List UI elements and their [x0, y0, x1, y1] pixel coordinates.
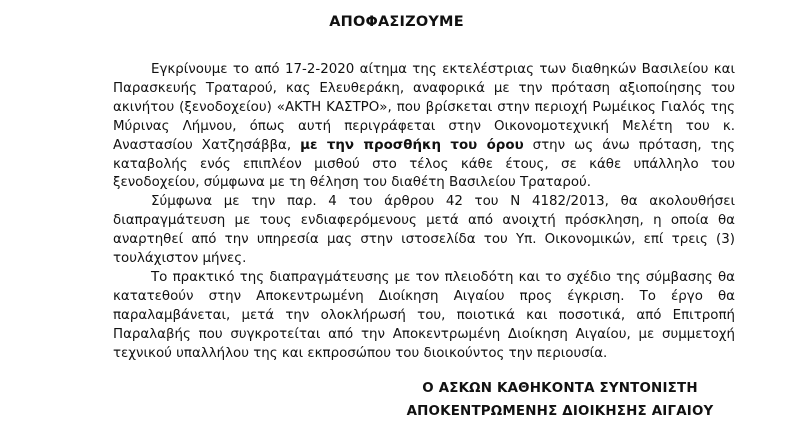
paragraph-minutes: Το πρακτικό της διαπραγμάτευσης με τον πλειοδότη και το σχέδιο της σύμβασης θα κατατεθούν στην Αποκεντρωμένη Διοίκηση Αιγαίου προς έγκριση. Το έργο θα παραλαμβάνεται, μετά την ολοκλήρωσή του, ποιοτικά και ποσοτικά, από Επιτροπή Παραλαβής που συγκροτείται από την Αποκεντρωμένη Διοίκηση Αιγαίου, με συμμετοχή τεχνικού υπαλλήλου της και εκπροσώπου του διοικούντος την περιουσία. — [113, 269, 735, 361]
paragraph-approval — [113, 61, 735, 193]
paragraph-approval-bold-term: με την προσθήκη του όρου — [300, 137, 524, 153]
paragraph-approval-text-2: στην ως άνω πρόταση, της καταβολής ενός επιπλέον μισθού στο τέλος κάθε έτους, σε κάθε υπάλληλο του ξενοδοχείου, σύμφωνα με τη θέληση του διαθέτη Βασιλείου Τραταρού. — [113, 137, 736, 191]
signature-line-1: Ο ΑΣΚΩΝ ΚΑΘΗΚΟΝΤΑ ΣΥΝΤΟΝΙΣΤΗ — [422, 381, 698, 396]
document-title: ΑΠΟΦΑΣΙΖΟΥΜΕ — [329, 14, 464, 30]
document-body — [113, 61, 735, 364]
signature-line-2: ΑΠΟΚΕΝΤΡΩΜΕΝΗΣ ΔΙΟΙΚΗΣΗΣ ΑΙΓΑΙΟΥ — [406, 404, 714, 419]
paragraph-negotiation: Σύμφωνα με την παρ. 4 του άρθρου 42 του Ν 4182/2013, θα ακολουθήσει διαπραγμάτευση με τους ενδιαφερόμενους μετά από ανοιχτή πρόσκληση, η οποία θα αναρτηθεί από την υπηρεσία μας στην ιστοσελίδα του Υπ. Οικονομικών, επί τρεις (3) τουλάχιστον μήνες. — [113, 194, 735, 267]
paragraph-approval-text-1: Εγκρίνουμε το από 17-2-2020 αίτημα της εκτελέστριας των διαθηκών Βασιλείου και Παρασκευής Τραταρού, κας Ελευθεράκη, αναφορικά με την πρόταση αξιοποίησης του ακινήτου (ξενοδοχείου) «ΑΚΤΗ ΚΑΣΤΡΟ», που βρίσκεται στην περιοχή Ρωμέικος Γιαλός της Μύρινας Λήμνου, όπως αυτή περιγράφεται στην Οικονομοτεχνική Μελέτη του κ. Αναστασίου Χατζησάββα, — [113, 62, 735, 153]
